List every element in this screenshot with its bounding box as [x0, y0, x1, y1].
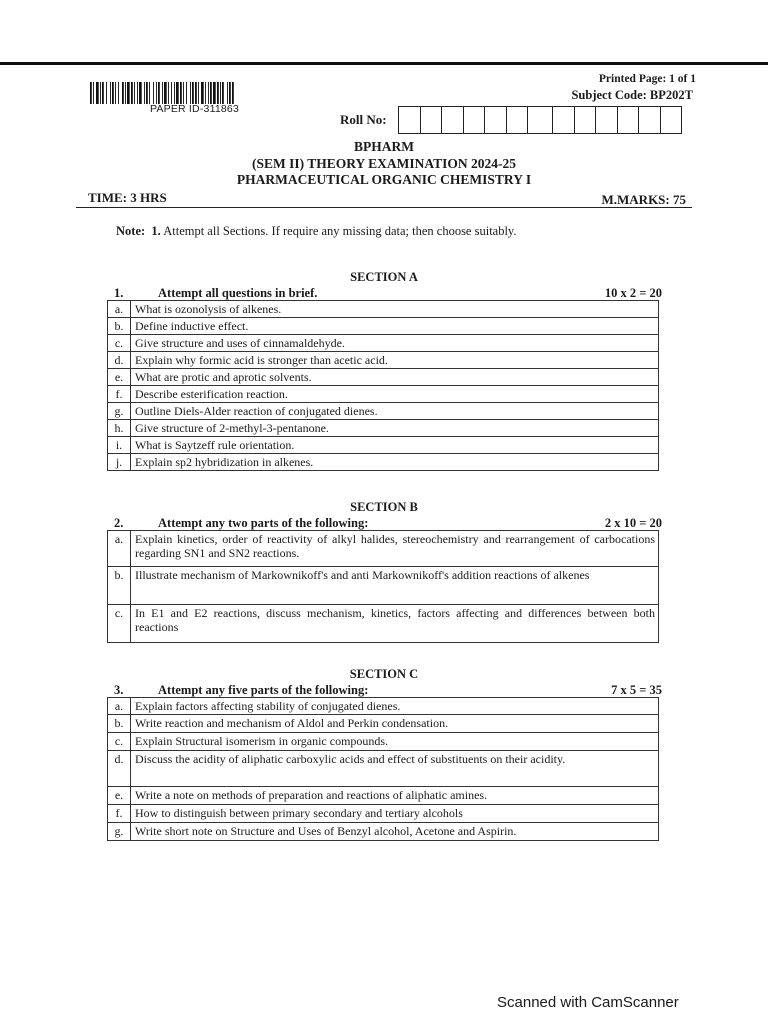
note-label: Note: [116, 224, 146, 238]
question-row [108, 437, 659, 454]
roll-box [485, 107, 507, 133]
question-text: Discuss the acidity of aliphatic carboxylic acids and effect of substituents on their acidity. [131, 751, 659, 787]
subject-code: Subject Code: BP202T [571, 88, 693, 102]
question-label: g. [108, 823, 131, 841]
question-label: i. [108, 437, 131, 454]
question-row [108, 454, 659, 471]
section-b-table [107, 530, 659, 643]
question-label: e. [108, 369, 131, 386]
question-text: Write short note on Structure and Uses of Benzyl alcohol, Acetone and Aspirin. [131, 823, 659, 841]
roll-box [553, 107, 575, 133]
question-text: Write reaction and mechanism of Aldol and Perkin condensation. [131, 715, 659, 733]
question-label: j. [108, 454, 131, 471]
question-row [108, 823, 659, 841]
question-row [108, 698, 659, 715]
note-text: Attempt all Sections. If require any missing data; then choose suitably. [163, 224, 517, 238]
paper-id: PAPER ID-311863 [150, 103, 239, 115]
question-text: What is ozonolysis of alkenes. [131, 301, 659, 318]
section-b-q-number: 2. [114, 516, 124, 530]
question-text: Give structure and uses of cinnamaldehyde. [131, 335, 659, 352]
question-text: Explain why formic acid is stronger than acetic acid. [131, 352, 659, 369]
question-row [108, 352, 659, 369]
question-row [108, 369, 659, 386]
question-label: f. [108, 805, 131, 823]
roll-number-boxes [398, 106, 682, 134]
section-b-marks: 2 x 10 = 20 [604, 516, 662, 530]
section-a-marks: 10 x 2 = 20 [604, 286, 662, 300]
roll-box [528, 107, 553, 133]
section-a-q-number: 1. [114, 286, 124, 300]
program-title: BPHARM [354, 139, 414, 154]
question-row [108, 403, 659, 420]
roll-box [464, 107, 486, 133]
question-text: Explain factors affecting stability of conjugated dienes. [131, 698, 659, 715]
question-label: c. [108, 335, 131, 352]
question-row [108, 733, 659, 751]
question-row [108, 386, 659, 403]
question-row [108, 420, 659, 437]
exam-time: TIME: 3 HRS [88, 190, 167, 205]
section-c-instruction: Attempt any five parts of the following: [158, 683, 369, 697]
scanner-watermark: Scanned with CamScanner [497, 994, 679, 1011]
question-text: Write a note on methods of preparation and reactions of aliphatic amines. [131, 787, 659, 805]
exam-title: (SEM II) THEORY EXAMINATION 2024-25 [251, 155, 517, 171]
roll-box [442, 107, 464, 133]
roll-number-label: Roll No: [340, 112, 387, 127]
question-row [108, 605, 659, 643]
question-row [108, 301, 659, 318]
question-label: g. [108, 403, 131, 420]
question-text: Explain Structural isomerism in organic compounds. [131, 733, 659, 751]
question-label: b. [108, 318, 131, 335]
section-b-title: SECTION B [350, 500, 418, 514]
roll-box [507, 107, 529, 133]
section-c-q-number: 3. [114, 683, 124, 697]
section-a-table [107, 300, 659, 471]
section-a-title: SECTION A [350, 270, 418, 284]
roll-box [596, 107, 618, 133]
max-marks: M.MARKS: 75 [601, 192, 686, 207]
question-text: What are protic and aprotic solvents. [131, 369, 659, 386]
printed-page: Printed Page: 1 of 1 [598, 73, 696, 85]
roll-box [575, 107, 597, 133]
exam-headings [0, 139, 768, 189]
question-label: b. [108, 567, 131, 605]
question-text: Describe esterification reaction. [131, 386, 659, 403]
question-row [108, 318, 659, 335]
question-text: Illustrate mechanism of Markownikoff's and anti Markownikoff's addition reactions of alkenes [131, 567, 659, 605]
barcode-icon [90, 82, 302, 104]
question-text: How to distinguish between primary secondary and tertiary alcohols [131, 805, 659, 823]
question-row [108, 805, 659, 823]
question-label: a. [108, 531, 131, 567]
section-c-title: SECTION C [349, 667, 419, 681]
question-label: e. [108, 787, 131, 805]
question-text: In E1 and E2 reactions, discuss mechanism, kinetics, factors affecting and differences between both reactions [131, 605, 659, 643]
question-text: Outline Diels-Alder reaction of conjugated dienes. [131, 403, 659, 420]
question-row [108, 567, 659, 605]
question-text: Explain kinetics, order of reactivity of alkyl halides, stereochemistry and rearrangement of carbocations regarding SN1 and SN2 reactions. [131, 531, 659, 567]
section-a-instruction: Attempt all questions in brief. [158, 286, 318, 300]
question-row [108, 715, 659, 733]
question-row [108, 335, 659, 352]
question-label: f. [108, 386, 131, 403]
note-number: 1. [151, 224, 161, 238]
question-text: Define inductive effect. [131, 318, 659, 335]
question-label: a. [108, 301, 131, 318]
question-label: h. [108, 420, 131, 437]
question-label: b. [108, 715, 131, 733]
top-rule [0, 62, 768, 65]
subject-title: PHARMACEUTICAL ORGANIC CHEMISTRY I [236, 172, 532, 187]
roll-box [618, 107, 640, 133]
question-text: Explain sp2 hybridization in alkenes. [131, 454, 659, 471]
question-label: a. [108, 698, 131, 715]
question-label: c. [108, 605, 131, 643]
roll-box [661, 107, 683, 133]
question-text: Give structure of 2-methyl-3-pentanone. [131, 420, 659, 437]
question-label: d. [108, 751, 131, 787]
question-label: c. [108, 733, 131, 751]
section-c-marks: 7 x 5 = 35 [611, 683, 662, 697]
question-row [108, 787, 659, 805]
section-b-instruction: Attempt any two parts of the following: [158, 516, 369, 530]
roll-box [421, 107, 443, 133]
roll-box [399, 107, 421, 133]
question-row [108, 531, 659, 567]
question-row [108, 751, 659, 787]
question-label: d. [108, 352, 131, 369]
header-divider [76, 207, 692, 208]
note [116, 224, 517, 239]
section-c-table [107, 697, 659, 841]
question-text: What is Saytzeff rule orientation. [131, 437, 659, 454]
roll-box [639, 107, 661, 133]
